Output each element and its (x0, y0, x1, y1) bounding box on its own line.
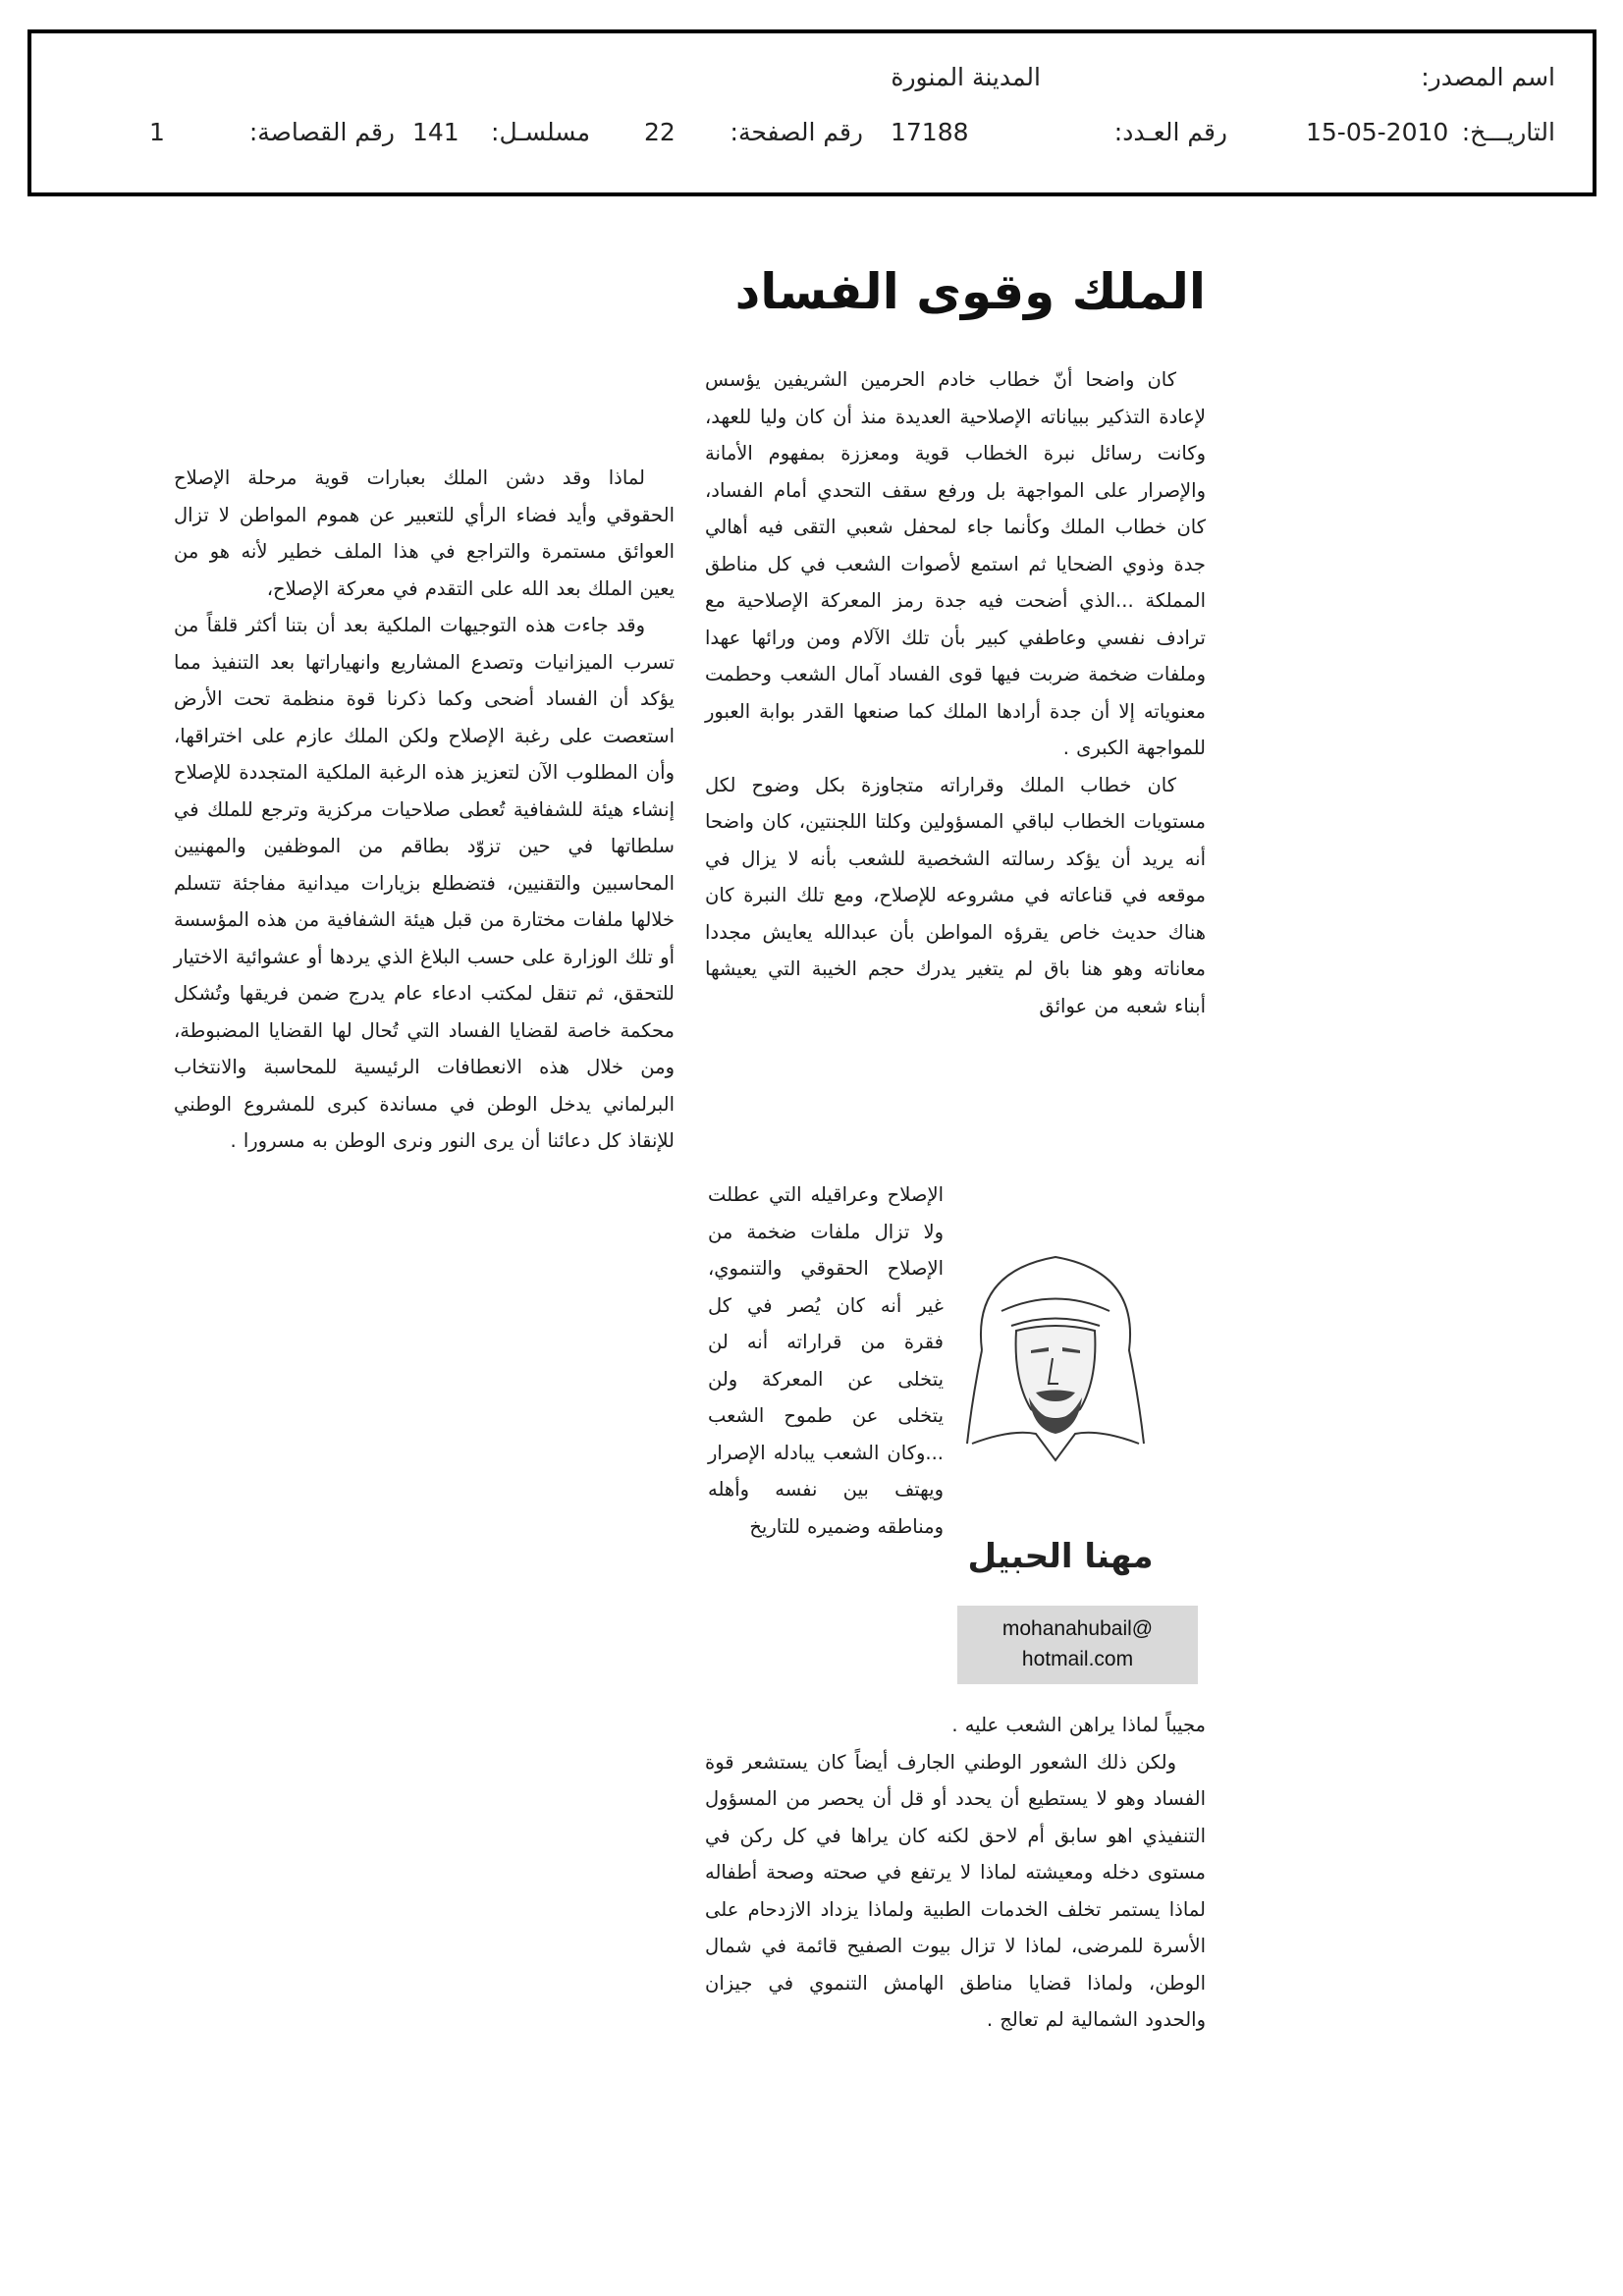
serial-label: مسلسـل: (491, 118, 590, 146)
paragraph: وقد جاءت هذه التوجيهات الملكية بعد أن بتنا أكثر قلقاً من تسرب الميزانيات وتصدع المشاريع وانهياراتها بعد التنفيذ مما يؤكد أن الفساد أضحى وكما ذكرنا قوة منظمة تحت الأرض استعصت على رغبة الإصلاح ولكن الملك عازم على اختراقها، وأن المطلوب الآن لتعزيز هذه الرغبة الملكية المتجددة للإصلاح إنشاء هيئة للشفافية تُعطى صلاحيات مركزية وترجع للملك في سلطاتها في حين تزوّد بطاقم من الموظفين والمهنيين المحاسبين والتقنيين، فتضطلع بزيارات ميدانية مفاجئة تتسلم خلالها ملفات مختارة من قبل هيئة الشفافية من هذه المؤسسة أو تلك الوزارة على حسب البلاغ الذي يردها أو عشوائية الاختيار للتحقق، ثم تنقل لمكتب ادعاء عام يدرج ضمن فريقها وتُشكل محكمة خاصة لقضايا الفساد التي تُحال لها القضايا المضبوطة، ومن خلال هذه الانعطافات الرئيسية للمحاسبة والانتخاب البرلماني يدخل الوطن في مساندة كبرى للمشروع الوطني للإنقاذ كل دعائنا أن يرى النور ونرى الوطن به مسرورا . (174, 614, 675, 1152)
date-value: 15-05-2010 (1306, 118, 1449, 146)
issue-value: 17188 (891, 118, 969, 146)
clip-label: رقم القصاصة: (248, 118, 395, 146)
page-label: رقم الصفحة: (730, 118, 863, 146)
author-photo (943, 1232, 1168, 1468)
paragraph: لماذا وقد دشن الملك بعبارات قوية مرحلة الإصلاح الحقوقي وأيد فضاء الرأي للتعبير عن هموم المواطن لا تزال العوائق مستمرة والتراجع في هذا الملف خطير لأنه هو من يعين الملك بعد الله على التقدم في معركة الإصلاح، (174, 466, 675, 600)
serial-value: 141 (412, 118, 460, 146)
article-column-right-top (705, 361, 1206, 1024)
author-email-box (957, 1606, 1198, 1684)
author-name: مهنا الحبيل (967, 1537, 1154, 1576)
paragraph: ولكن ذلك الشعور الوطني الجارف أيضاً كان يستشعر قوة الفساد وهو لا يستطيع أن يحدد أو قل أن يحصر من المسؤول التنفيذي اهو سابق أم لاحق لكنه كان يراها في كل ركن في مستوى دخله ومعيشته لماذا لا يرتفع في صحته وصحة أطفاله لماذا يستمر تخلف الخدمات الطبية ولماذا يزداد الازدحام على الأسرة للمرضى، لماذا لا تزال بيوت الصفيح قائمة في شمال الوطن، ولماذا قضايا مناطق الهامش التنموي في جيزان والحدود الشمالية لم تعالج . (705, 1750, 1206, 2031)
issue-label: رقم العـدد: (1113, 118, 1227, 146)
article-column-left (174, 460, 675, 1160)
paragraph: الإصلاح وعراقيله التي عطلت ولا تزال ملفات ضخمة من الإصلاح الحقوقي والتنموي، غير أنه كان يُصر في كل فقرة من قراراته أنه لن يتخلى عن المعركة ولن يتخلى عن طموح الشعب ...وكان الشعب يبادله الإصرار ويهتف بين نفسه وأهله ومناطقه وضميره للتاريخ (708, 1183, 944, 1538)
source-value: المدينة المنورة (891, 63, 1041, 91)
paragraph: كان واضحا أنّ خطاب خادم الحرمين الشريفين يؤسس لإعادة التذكير ببياناته الإصلاحية العديدة منذ أن كان وليا للعهد، وكانت رسائل نبرة الخطاب قوية ومعززة بمفهوم الأمانة والإصرار على المواجهة بل ورفع سقف التحدي أمام الفساد، كان خطاب الملك وكأنما جاء لمحفل شعبي التقى فيه أهالي جدة وذوي الضحايا ثم استمع لأصوات الشعب في كل مناطق المملكة ...الذي أضحت فيه جدة رمز المعركة الإصلاحية مع ترادف نفسي وعاطفي كبير بأن تلك الآلام ومن ورائها عهدا وملفات ضخمة ضربت فيها قوى الفساد آمال الشعب وحطمت معنوياته إلا أن جدة أرادها الملك كما صنعها القدر بوابة العبور للمواجهة الكبرى . (705, 368, 1206, 759)
article-headline: الملك وقوى الفساد (734, 263, 1206, 320)
author-email-line-1: mohanahubail@ (1001, 1617, 1154, 1640)
paragraph: مجيباً لماذا يراهن الشعب عليه . (951, 1714, 1206, 1736)
header-box (27, 29, 1596, 196)
source-label: اسم المصدر: (1421, 63, 1555, 91)
clip-value: 1 (149, 118, 165, 146)
article-column-right-bottom (705, 1707, 1206, 2039)
author-email-line-2: hotmail.com (1021, 1648, 1134, 1670)
article-column-wrap (708, 1176, 944, 1545)
page-value: 22 (644, 118, 676, 146)
date-label: التاريـــخ: (1461, 118, 1555, 146)
paragraph: كان خطاب الملك وقراراته متجاوزة بكل وضوح لكل مستويات الخطاب لباقي المسؤولين وكلتا اللجنتين، كان واضحا أنه يريد أن يؤكد رسالته الشخصية للشعب بأنه لا يزال في موقعه في قناعاته في مشروعه للإصلاح، ومع تلك النبرة كان هناك حديث خاص يقرؤه المواطن بأن عبدالله يعايش مجددا معاناته وهو هنا باق لم يتغير يدرك حجم الخيبة التي يعيشها أبناء شعبه من عوائق (705, 773, 1206, 1017)
